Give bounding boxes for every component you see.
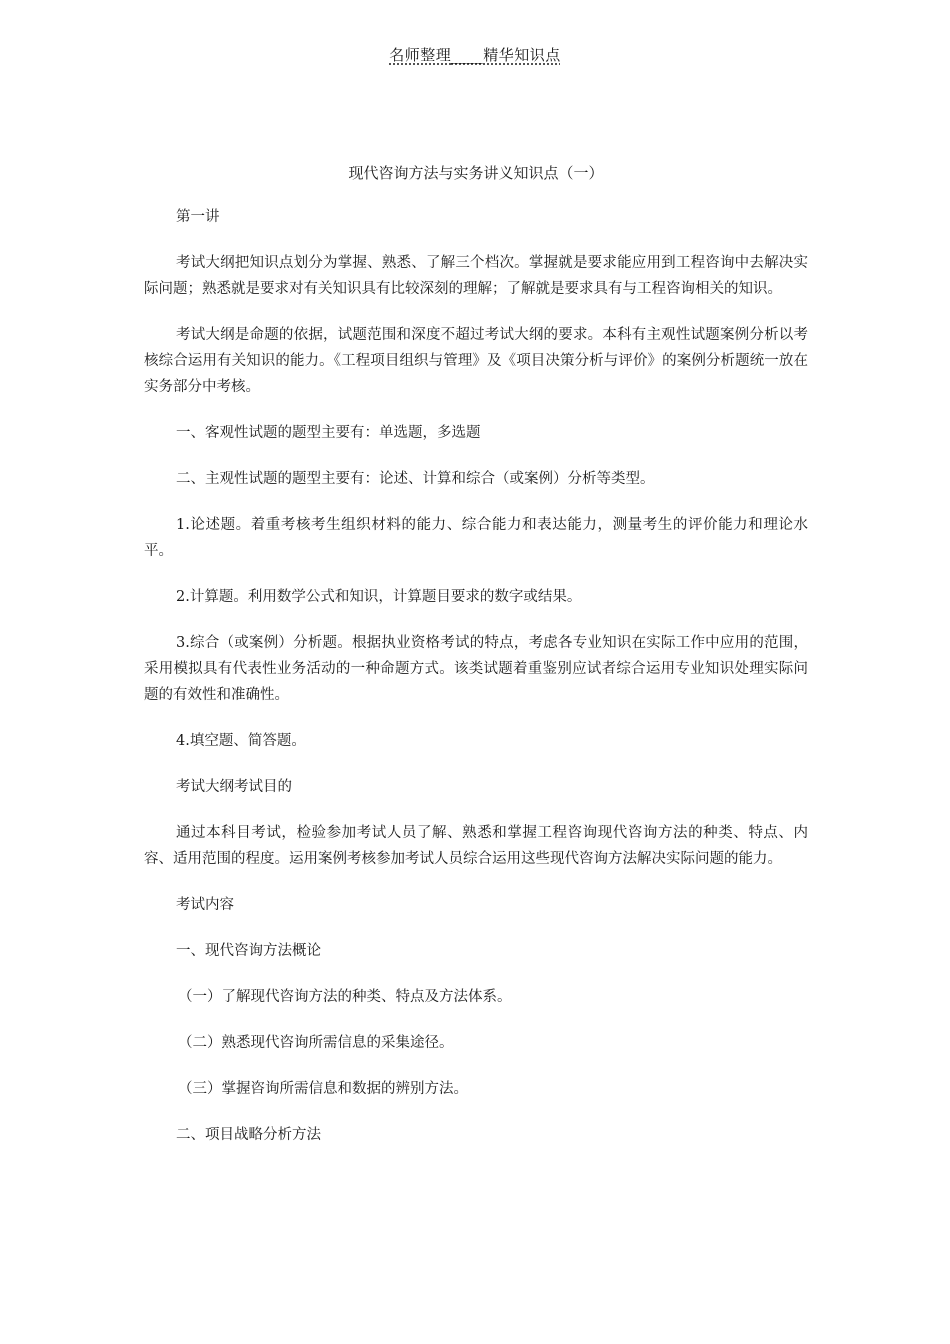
paragraph-section-one-heading: 一、现代咨询方法概论 <box>176 943 321 959</box>
paragraph-item-three: （三）掌握咨询所需信息和数据的辨别方法。 <box>178 1081 468 1097</box>
paragraph-fill-blank-question: 4.填空题、简答题。 <box>176 733 306 749</box>
paragraph-case-question: 3.综合（或案例）分析题。根据执业资格考试的特点，考虑各专业知识在实际工作中应用的范围，采用模拟具有代表性业务活动的一种命题方式。该类试题着重鉴别应试者综合运用专业知识处理实际问题的有效性和准确性。 <box>144 635 808 703</box>
document-title: 现代咨询方法与实务讲义知识点（一） <box>348 164 604 182</box>
document-body <box>144 160 808 1168</box>
paragraph-essay-question: 1.论述题。着重考核考生组织材料的能力、综合能力和表达能力，测量考生的评价能力和理论水平。 <box>144 517 808 559</box>
paragraph-syllabus-basis: 考试大纲是命题的依据，试题范围和深度不超过考试大纲的要求。本科有主观性试题案例分析以考核综合运用有关知识的能力。《工程项目组织与管理》及《项目决策分析与评价》的案例分析题统一放在实务部分中考核。 <box>144 327 808 395</box>
header-left-text: 名师整理 <box>389 46 452 64</box>
paragraph-section-two-heading: 二、项目战略分析方法 <box>176 1127 321 1143</box>
paragraph-objective-types: 一、客观性试题的题型主要有：单选题，多选题 <box>176 425 481 441</box>
page-header <box>0 44 950 65</box>
paragraph-exam-purpose-heading: 考试大纲考试目的 <box>176 779 292 795</box>
paragraph-exam-purpose: 通过本科目考试，检验参加考试人员了解、熟悉和掌握工程咨询现代咨询方法的种类、特点、内容、适用范围的程度。运用案例考核参加考试人员综合运用这些现代咨询方法解决实际问题的能力。 <box>144 825 808 867</box>
header-separator: ____ <box>451 46 484 64</box>
paragraph-item-one: （一）了解现代咨询方法的种类、特点及方法体系。 <box>178 989 512 1005</box>
paragraph-item-two: （二）熟悉现代咨询所需信息的采集途径。 <box>178 1035 454 1051</box>
paragraph-calculation-question: 2.计算题。利用数学公式和知识，计算题目要求的数字或结果。 <box>176 589 582 605</box>
header-right-text: 精华知识点 <box>483 46 561 64</box>
paragraph-lecture-heading: 第一讲 <box>176 209 220 225</box>
paragraph-subjective-types: 二、主观性试题的题型主要有：论述、计算和综合（或案例）分析等类型。 <box>176 471 655 487</box>
paragraph-exam-content-heading: 考试内容 <box>176 897 234 913</box>
paragraph-syllabus-levels: 考试大纲把知识点划分为掌握、熟悉、了解三个档次。掌握就是要求能应用到工程咨询中去解决实际问题；熟悉就是要求对有关知识具有比较深刻的理解；了解就是要求具有与工程咨询相关的知识。 <box>144 255 808 297</box>
